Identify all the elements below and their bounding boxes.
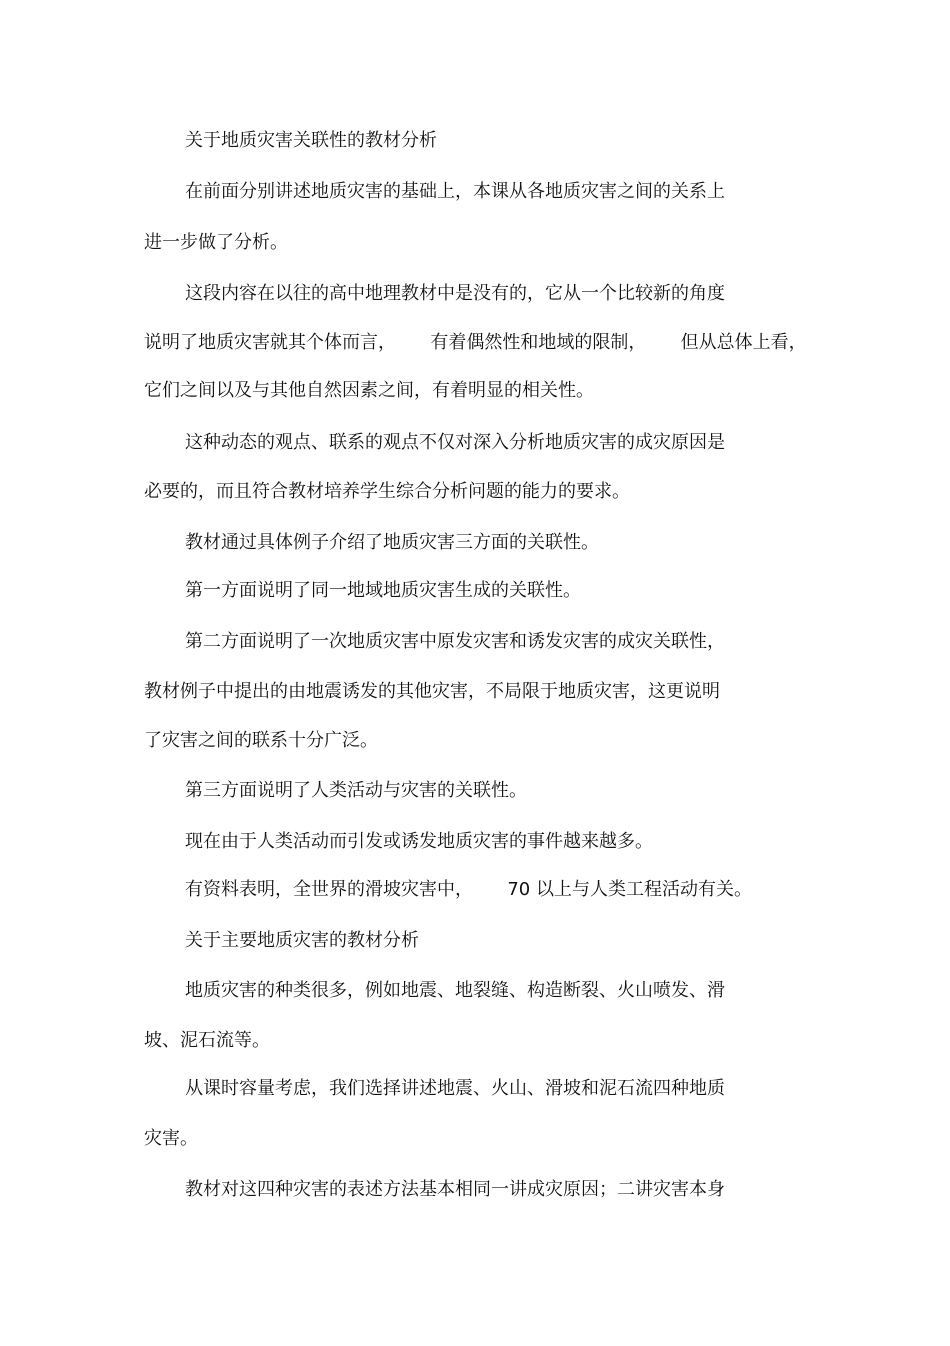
section-heading: 关于主要地质灾害的教材分析 <box>185 930 419 951</box>
paragraph-line: 坡、泥石流等。 <box>144 1030 270 1051</box>
paragraph-line: 第二方面说明了一次地质灾害中原发灾害和诱发灾害的成灾关联性， <box>185 631 725 652</box>
paragraph-line: 现在由于人类活动而引发或诱发地质灾害的事件越来越多。 <box>185 831 653 852</box>
paragraph-line: 从课时容量考虑，我们选择讲述地震、火山、滑坡和泥石流四种地质 <box>185 1078 725 1099</box>
section-heading: 关于地质灾害关联性的教材分析 <box>185 130 437 151</box>
paragraph-line: 这种动态的观点、联系的观点不仅对深入分析地质灾害的成灾原因是 <box>185 432 725 453</box>
paragraph-line: 有资料表明，全世界的滑坡灾害中， 70 以上与人类工程活动有关。 <box>185 879 752 900</box>
paragraph-line: 必要的，而且符合教材培养学生综合分析问题的能力的要求。 <box>144 481 630 502</box>
paragraph-line: 说明了地质灾害就其个体而言， 有着偶然性和地域的限制， 但从总体上看， <box>144 332 807 353</box>
paragraph-line: 教材例子中提出的由地震诱发的其他灾害，不局限于地质灾害，这更说明 <box>144 681 720 702</box>
paragraph-line: 它们之间以及与其他自然因素之间，有着明显的相关性。 <box>144 380 594 401</box>
paragraph-line: 进一步做了分析。 <box>144 232 288 253</box>
paragraph-line: 第三方面说明了人类活动与灾害的关联性。 <box>185 780 527 801</box>
paragraph-line: 了灾害之间的联系十分广泛。 <box>144 730 378 751</box>
paragraph-line: 地质灾害的种类很多，例如地震、地裂缝、构造断裂、火山喷发、滑 <box>185 980 725 1001</box>
paragraph-line: 在前面分别讲述地质灾害的基础上，本课从各地质灾害之间的关系上 <box>185 181 725 202</box>
paragraph-line: 教材对这四种灾害的表述方法基本相同一讲成灾原因；二讲灾害本身 <box>185 1179 725 1200</box>
paragraph-line: 教材通过具体例子介绍了地质灾害三方面的关联性。 <box>185 532 599 553</box>
paragraph-line: 这段内容在以往的高中地理教材中是没有的，它从一个比较新的角度 <box>185 283 725 304</box>
paragraph-line: 灾害。 <box>144 1128 198 1149</box>
paragraph-line: 第一方面说明了同一地域地质灾害生成的关联性。 <box>185 580 581 601</box>
